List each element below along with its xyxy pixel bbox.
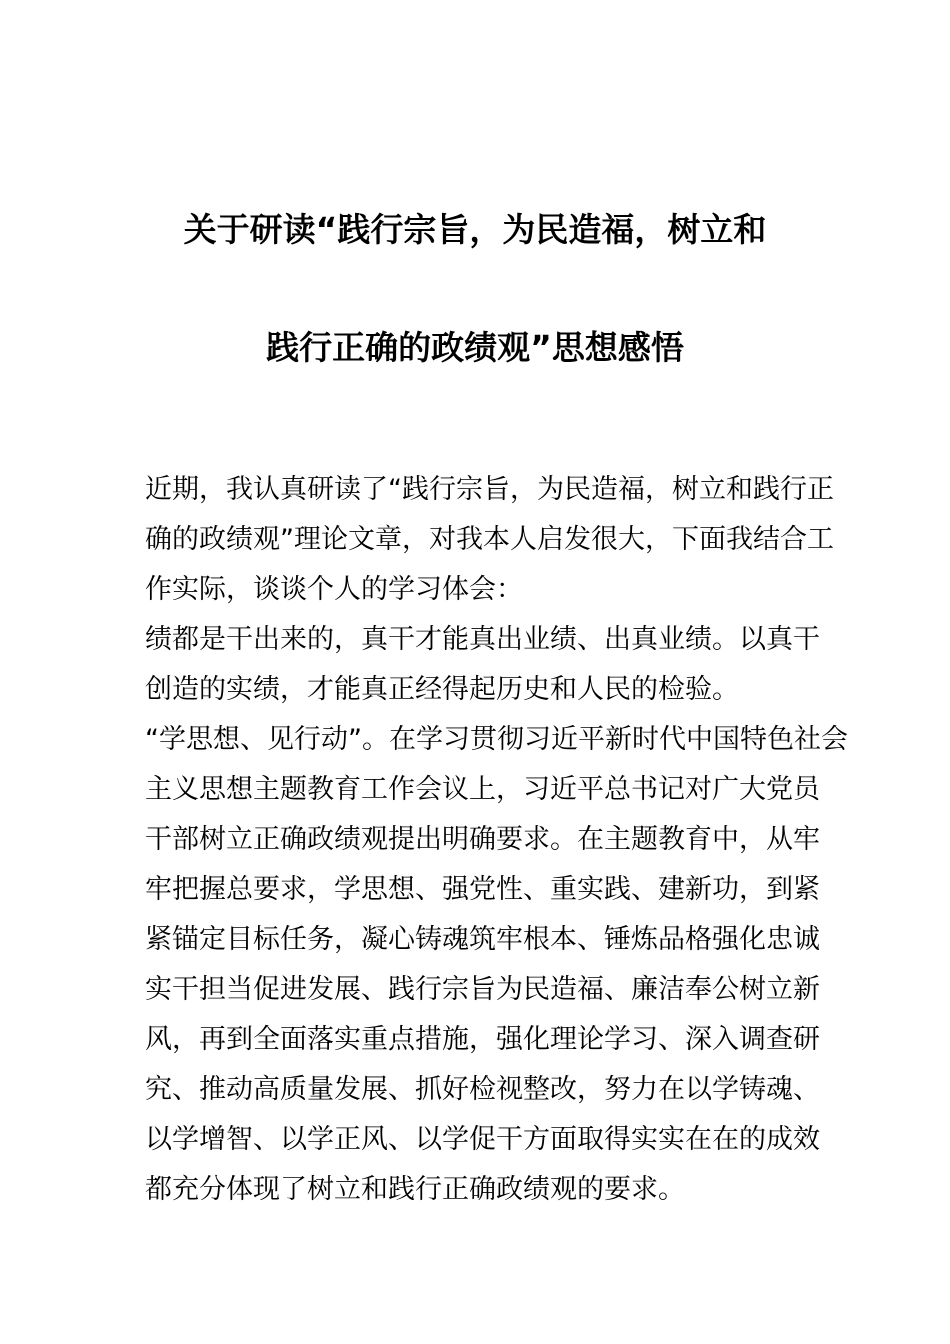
document-title-line-2: 践行正确的政绩观”思想感悟 [266,328,684,367]
body-line-6: “学思想、见行动”。在学习贯彻习近平新时代中国特色社会 [145,724,848,755]
body-line-11: 实干担当促进发展、践行宗旨为民造福、廉洁奉公树立新 [145,974,820,1005]
body-line-15: 都充分体现了树立和践行正确政绩观的要求。 [145,1174,685,1205]
body-line-14: 以学增智、以学正风、以学促干方面取得实实在在的成效 [145,1124,820,1155]
body-line-13: 究、推动高质量发展、抓好检视整改，努力在以学铸魂、 [145,1074,820,1105]
body-line-4: 绩都是干出来的，真干才能真出业绩、出真业绩。以真干 [145,624,820,655]
body-line-8: 干部树立正确政绩观提出明确要求。在主题教育中，从牢 [145,824,820,855]
document-title-line-1: 关于研读“践行宗旨，为民造福，树立和 [183,210,767,249]
body-line-3: 作实际，谈谈个人的学习体会： [145,574,523,605]
body-line-10: 紧锚定目标任务，凝心铸魂筑牢根本、锤炼品格强化忠诚 [145,924,820,955]
body-line-2: 确的政绩观”理论文章，对我本人启发很大，下面我结合工 [145,524,834,555]
body-line-5: 创造的实绩，才能真正经得起历史和人民的检验。 [145,674,739,705]
body-line-12: 风，再到全面落实重点措施，强化理论学习、深入调查研 [145,1024,820,1055]
document-body [145,468,848,1218]
body-line-9: 牢把握总要求，学思想、强党性、重实践、建新功，到紧 [145,874,820,905]
body-line-1: 近期，我认真研读了“践行宗旨，为民造福，树立和践行正 [145,474,834,505]
body-line-7: 主义思想主题教育工作会议上，习近平总书记对广大党员 [145,774,820,805]
